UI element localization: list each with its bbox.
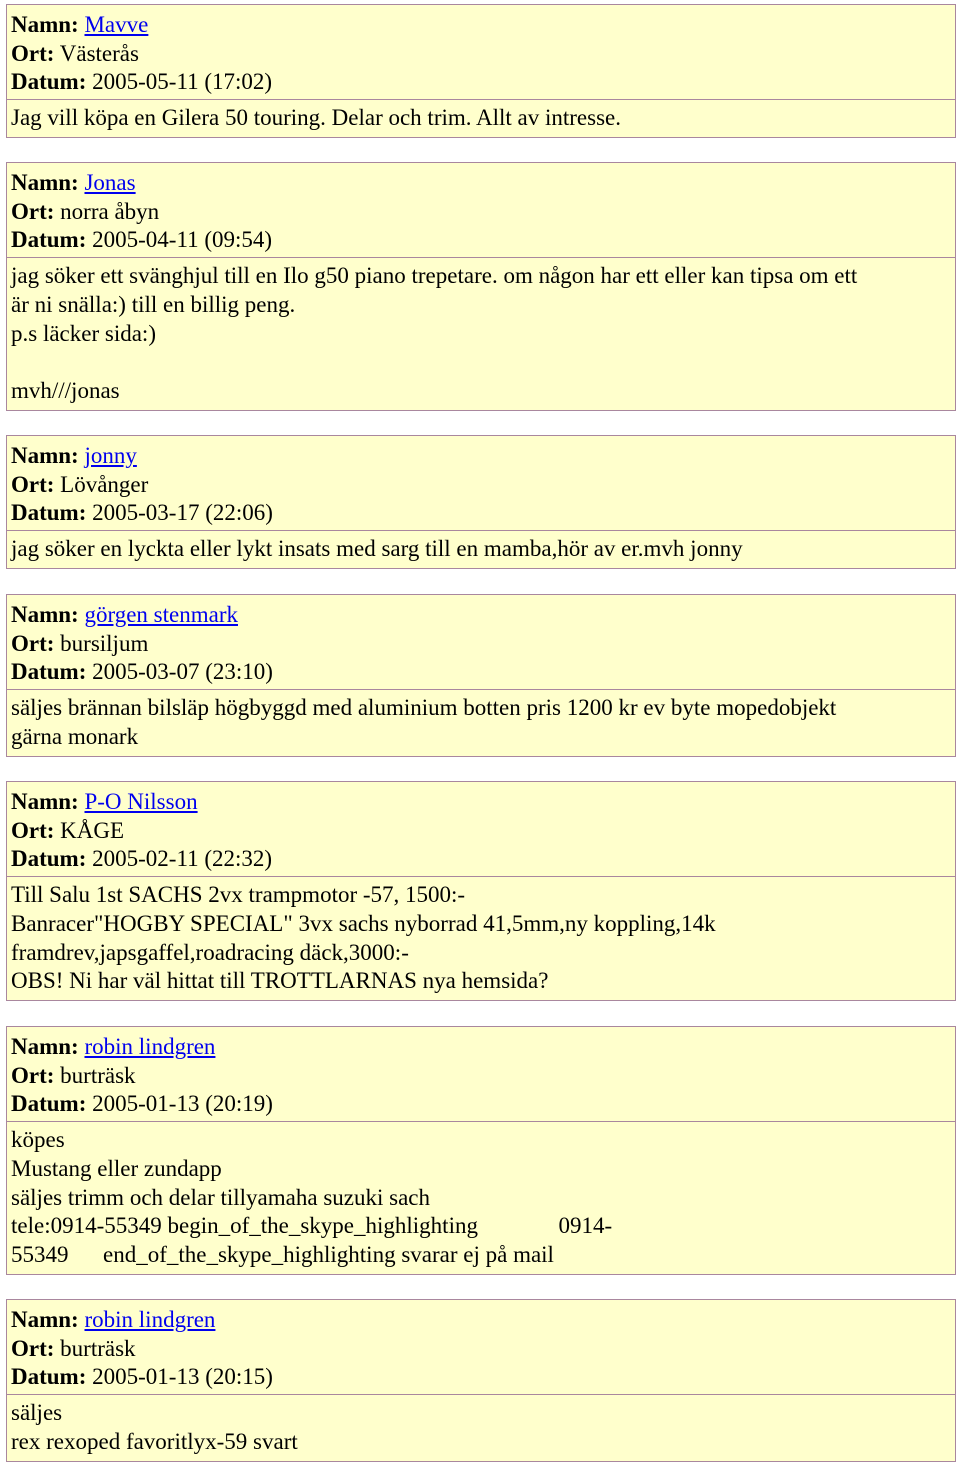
field-label: Namn:	[11, 12, 79, 37]
guestbook-entry	[6, 1299, 956, 1462]
message-line: jag söker en lyckta eller lykt insats med sarg till en mamba,hör av er.mvh jonny	[11, 536, 743, 562]
entry-name-link[interactable]: Mavve	[84, 12, 149, 37]
entry-date-row	[11, 845, 950, 874]
entry-date: 2005-02-11 (22:32)	[92, 846, 273, 872]
entry-location-row	[11, 1062, 950, 1091]
entry-location: bursiljum	[60, 630, 149, 656]
entry-date-row	[11, 226, 950, 255]
field-label: Ort:	[11, 817, 55, 843]
entry-name-link[interactable]: jonny	[84, 443, 137, 468]
entry-date: 2005-03-17 (22:06)	[92, 500, 273, 526]
field-label: Ort:	[11, 630, 55, 656]
entry-header	[7, 436, 955, 531]
field-label: Ort:	[11, 1062, 55, 1088]
entry-message	[7, 690, 955, 755]
message-line: jag söker ett svänghjul till en Ilo g50 piano trepetare. om någon har ett eller kan tipsa om ett	[11, 263, 858, 289]
entry-message	[7, 877, 955, 1000]
field-label: Ort:	[11, 471, 55, 497]
guestbook-entry	[6, 594, 956, 757]
entry-date-row	[11, 1363, 950, 1392]
entry-date: 2005-01-13 (20:15)	[92, 1364, 273, 1390]
message-line: tele:0914-55349 begin_of_the_skype_highlighting 0914-	[11, 1213, 613, 1239]
field-label: Ort:	[11, 1335, 55, 1361]
field-label: Datum:	[11, 69, 87, 95]
guestbook-entry	[6, 162, 956, 411]
entry-header	[7, 5, 955, 100]
entry-header	[7, 163, 955, 258]
entry-location-row	[11, 817, 950, 846]
entry-location-row	[11, 630, 950, 659]
guestbook-entry	[6, 4, 956, 138]
message-blank-line	[11, 348, 950, 377]
entry-name-link[interactable]: robin lindgren	[84, 1307, 216, 1332]
entry-date: 2005-05-11 (17:02)	[92, 69, 273, 95]
message-line: Banracer"HOGBY SPECIAL" 3vx sachs nyborrad 41,5mm,ny koppling,14k	[11, 910, 716, 936]
message-line: p.s läcker sida:)	[11, 320, 156, 346]
entry-name-link-row	[11, 11, 950, 40]
message-line: säljes	[11, 1400, 63, 1426]
entry-message	[7, 100, 955, 137]
entry-header	[7, 595, 955, 690]
field-label: Namn:	[11, 1034, 79, 1059]
entry-date-row	[11, 68, 950, 97]
message-line: mvh///jonas	[11, 377, 120, 403]
field-label: Datum:	[11, 500, 87, 526]
entry-name-link[interactable]: Jonas	[84, 170, 136, 195]
entry-location: Västerås	[59, 40, 139, 66]
guestbook-entry	[6, 781, 956, 1001]
entry-location-row	[11, 1335, 950, 1364]
entry-name-link-row	[11, 788, 950, 817]
entry-name-link-row	[11, 169, 950, 198]
field-label: Datum:	[11, 1364, 87, 1390]
message-line: säljes trimm och delar tillyamaha suzuki sach	[11, 1184, 430, 1210]
field-label: Ort:	[11, 198, 55, 224]
message-line: Jag vill köpa en Gilera 50 touring. Delar och trim. Allt av intresse.	[11, 105, 621, 131]
entry-location: KÅGE	[60, 817, 125, 843]
entry-location-row	[11, 40, 950, 69]
entry-name-link-row	[11, 1306, 950, 1335]
entry-date-row	[11, 658, 950, 687]
guestbook-entry	[6, 1026, 956, 1275]
entry-message	[7, 258, 955, 410]
entry-name-link-row	[11, 601, 950, 630]
message-line: OBS! Ni har väl hittat till TROTTLARNAS nya hemsida?	[11, 968, 549, 994]
message-line: Till Salu 1st SACHS 2vx trampmotor -57, 1500:-	[11, 882, 466, 908]
entry-location-row	[11, 471, 950, 500]
field-label: Datum:	[11, 659, 87, 685]
field-label: Datum:	[11, 227, 87, 253]
field-label: Namn:	[11, 170, 79, 195]
message-line: är ni snälla:) till en billig peng.	[11, 291, 296, 317]
entry-header	[7, 1027, 955, 1122]
entry-header	[7, 782, 955, 877]
entry-message	[7, 531, 955, 568]
entry-date-row	[11, 499, 950, 528]
entry-message	[7, 1122, 955, 1274]
guestbook-entry	[6, 435, 956, 569]
entry-header	[7, 1300, 955, 1395]
entry-name-link-row	[11, 442, 950, 471]
entry-message	[7, 1395, 955, 1460]
entry-name-link[interactable]: P-O Nilsson	[84, 789, 198, 814]
field-label: Ort:	[11, 40, 55, 66]
entry-location-row	[11, 198, 950, 227]
entry-date-row	[11, 1090, 950, 1119]
field-label: Namn:	[11, 443, 79, 468]
entry-date: 2005-03-07 (23:10)	[92, 659, 273, 685]
entry-location: burträsk	[60, 1062, 136, 1088]
message-line: gärna monark	[11, 723, 139, 749]
field-label: Namn:	[11, 602, 79, 627]
field-label: Namn:	[11, 1307, 79, 1332]
entry-date: 2005-01-13 (20:19)	[92, 1091, 273, 1117]
entry-location: norra åbyn	[60, 198, 160, 224]
message-line: framdrev,japsgaffel,roadracing däck,3000:-	[11, 939, 409, 965]
message-line: rex rexoped favoritlyx-59 svart	[11, 1428, 298, 1454]
message-line: säljes brännan bilsläp högbyggd med aluminium botten pris 1200 kr ev byte mopedobjekt	[11, 695, 837, 721]
message-line: 55349 end_of_the_skype_highlighting svarar ej på mail	[11, 1241, 554, 1267]
entry-name-link-row	[11, 1033, 950, 1062]
field-label: Namn:	[11, 789, 79, 814]
message-line: Mustang eller zundapp	[11, 1155, 222, 1181]
field-label: Datum:	[11, 846, 87, 872]
entry-date: 2005-04-11 (09:54)	[92, 227, 273, 253]
entry-location: Lövånger	[60, 471, 149, 497]
entry-name-link[interactable]: görgen stenmark	[84, 602, 238, 627]
message-line: köpes	[11, 1127, 65, 1153]
field-label: Datum:	[11, 1091, 87, 1117]
entry-location: burträsk	[60, 1335, 136, 1361]
entry-name-link[interactable]: robin lindgren	[84, 1034, 216, 1059]
